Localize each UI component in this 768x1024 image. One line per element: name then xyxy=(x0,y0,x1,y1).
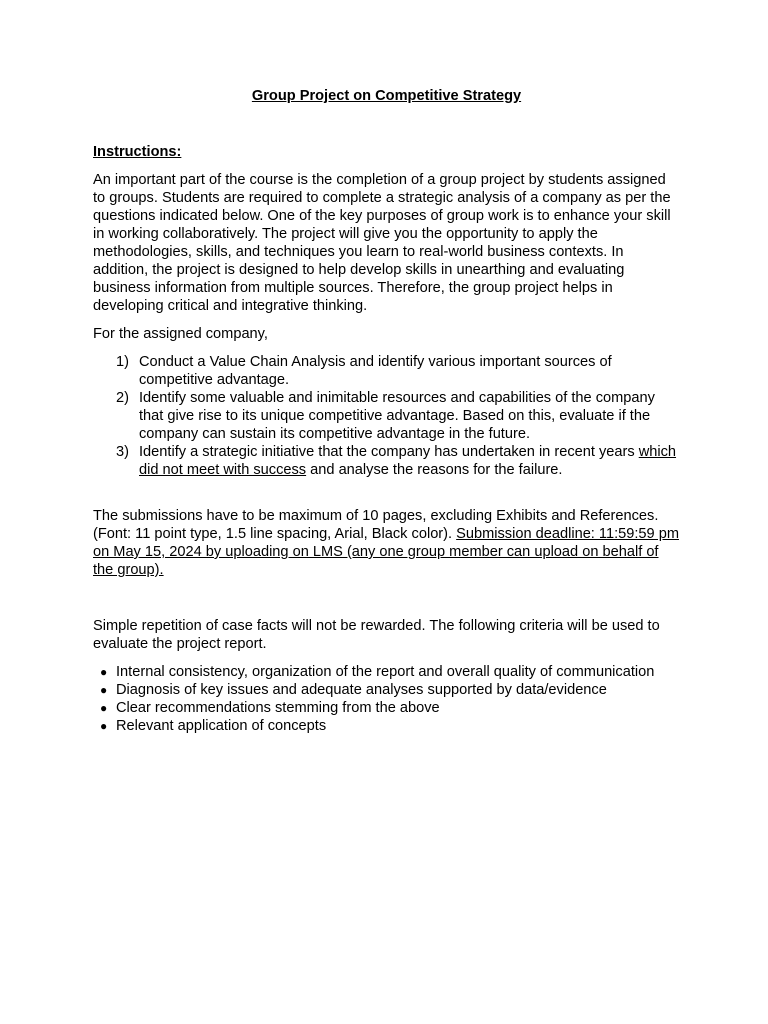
criteria-item xyxy=(93,699,680,717)
question-text: Conduct a Value Chain Analysis and identify various important sources of competitive advantage. xyxy=(139,354,612,388)
criteria-text: Diagnosis of key issues and adequate analyses supported by data/evidence xyxy=(116,682,607,698)
question-item xyxy=(93,389,680,443)
question-text: Identify some valuable and inimitable resources and capabilities of the company that give rise to its unique competitive advantage. Based on this, evaluate if the company can sustain its competitive advantage in the future. xyxy=(139,390,655,442)
questions-list xyxy=(93,353,680,479)
submission-deadline: Submission deadline: 11:59:59 pm on May 15, 2024 by uploading on LMS (any one group member can upload on behalf of the group). xyxy=(93,526,679,578)
criteria-item xyxy=(93,663,680,681)
question-item xyxy=(93,443,680,479)
for-company-text: For the assigned company, xyxy=(93,326,268,342)
question-item xyxy=(93,353,680,389)
bullet-icon: ● xyxy=(100,719,108,733)
criteria-list xyxy=(93,663,680,735)
criteria-text: Relevant application of concepts xyxy=(116,718,327,734)
question-text-before: Identify a strategic initiative that the company has undertaken in recent years xyxy=(139,444,639,460)
submission-paragraph xyxy=(93,507,680,579)
bullet-icon: ● xyxy=(100,701,108,715)
question-text-underlined: which did not meet with success xyxy=(139,444,677,478)
instructions-heading: Instructions: xyxy=(93,144,182,160)
criteria-text: Internal consistency, organization of the report and overall quality of communication xyxy=(116,664,655,680)
criteria-item xyxy=(93,681,680,699)
question-text-after: and analyse the reasons for the failure. xyxy=(306,462,563,478)
intro-paragraph: An important part of the course is the completion of a group project by students assigned to groups. Students are required to complete a strategic analysis of a company as per the questions indicated below. One of the key purposes of group work is to enhance your skill in working collaboratively. The project will give you the opportunity to apply the methodologies, skills, and techniques you learn to real-world business contexts. In addition, the project is designed to help develop skills in unearthing and evaluating business information from multiple sources. Therefore, the group project helps in developing critical and integrative thinking. xyxy=(93,172,671,314)
question-number: 3) xyxy=(116,444,129,460)
document-title: Group Project on Competitive Strategy xyxy=(251,88,522,104)
submission-text: The submissions have to be maximum of 10 pages, excluding Exhibits and References. (Font: 11 point type, 1.5 line spacing, Arial, Black color). xyxy=(93,508,659,542)
criteria-text: Clear recommendations stemming from the above xyxy=(116,700,440,716)
bullet-icon: ● xyxy=(100,665,108,679)
question-number: 1) xyxy=(116,354,129,370)
criteria-intro: Simple repetition of case facts will not be rewarded. The following criteria will be used to evaluate the project report. xyxy=(93,618,660,652)
criteria-item xyxy=(93,717,680,735)
bullet-icon: ● xyxy=(100,683,108,697)
question-number: 2) xyxy=(116,390,129,406)
